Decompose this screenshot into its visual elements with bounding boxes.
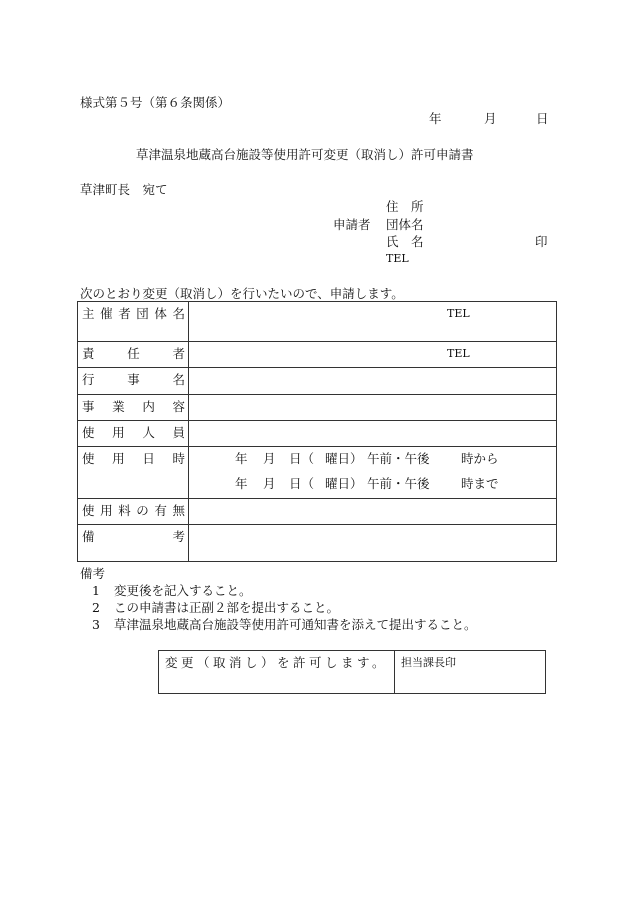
label-char: 業	[112, 399, 125, 414]
applicant-label: 申請者	[333, 217, 371, 232]
note-1-text: 変更後を記入すること。	[114, 583, 252, 598]
label-char: 者	[172, 346, 185, 361]
label-char: 任	[127, 346, 140, 361]
fee-label-cell	[78, 499, 189, 525]
date-month: 月	[484, 111, 497, 126]
section-chief-seal-label: 担当課長印	[395, 651, 546, 694]
responsible-label	[82, 348, 185, 361]
to-day: 日（	[289, 476, 315, 491]
remarks-label-cell	[78, 525, 189, 562]
table-row-fee	[78, 499, 557, 525]
label-char: 人	[142, 425, 155, 440]
label-char: 体	[154, 306, 167, 321]
label-char: 考	[172, 529, 185, 544]
from-ampm: 午前・午後	[367, 451, 430, 466]
from-month: 月	[263, 451, 276, 466]
note-1-number: 1	[92, 583, 100, 598]
table-row-organizer	[78, 302, 557, 342]
form-number: 様式第５号（第６条関係）	[80, 95, 231, 110]
label-char: 時	[172, 451, 185, 466]
label-char: 事	[82, 399, 95, 414]
label-char: 用	[100, 503, 113, 518]
note-3-number: 3	[92, 617, 100, 632]
table-row-event	[78, 368, 557, 395]
label-char: の	[136, 503, 149, 518]
datetime-label	[82, 453, 185, 466]
label-char: 使	[82, 425, 95, 440]
organizer-tel-label: TEL	[447, 307, 470, 320]
content-label	[82, 401, 185, 414]
address-label: 住 所	[386, 199, 424, 214]
to-month: 月	[263, 476, 276, 491]
label-char: 用	[112, 425, 125, 440]
intro-text: 次のとおり変更（取消し）を行いたいので、申請します。	[80, 286, 404, 301]
organizer-label	[82, 308, 185, 321]
note-2-text: この申請書は正副２部を提出すること。	[114, 600, 340, 615]
responsible-field[interactable]	[189, 342, 557, 368]
organization-label: 団体名	[386, 217, 424, 232]
label-char: 料	[118, 503, 131, 518]
to-ampm: 午前・午後	[367, 476, 430, 491]
label-char: 責	[82, 346, 95, 361]
event-field[interactable]	[189, 368, 557, 395]
note-3-text: 草津温泉地蔵高台施設等使用許可通知書を添えて提出すること。	[114, 617, 477, 632]
datetime-label-cell	[78, 447, 189, 499]
applicant-tel-label: TEL	[386, 252, 409, 265]
label-char: 日	[142, 451, 155, 466]
table-row-content	[78, 395, 557, 421]
remarks-label	[82, 531, 185, 544]
to-year: 年	[235, 476, 248, 491]
label-char: 名	[172, 306, 185, 321]
from-weekday: 曜日）	[325, 451, 363, 466]
content-field[interactable]	[189, 395, 557, 421]
label-char: 名	[172, 372, 185, 387]
notes-heading: 備考	[80, 566, 106, 581]
label-char: 事	[127, 372, 140, 387]
to-time: 時まで	[461, 476, 499, 491]
from-time: 時から	[461, 451, 499, 466]
event-label-cell	[78, 368, 189, 395]
label-char: 使	[82, 451, 95, 466]
application-table	[77, 301, 557, 562]
document-title: 草津温泉地蔵高台施設等使用許可変更（取消し）許可申請書	[136, 147, 474, 162]
date-year: 年	[429, 111, 442, 126]
label-char: 用	[112, 451, 125, 466]
to-weekday: 曜日）	[325, 476, 363, 491]
organizer-label-cell	[78, 302, 189, 342]
addressee: 草津町長 宛て	[80, 182, 168, 197]
table-row-responsible	[78, 342, 557, 368]
label-char: 団	[136, 306, 149, 321]
content-label-cell	[78, 395, 189, 421]
from-day: 日（	[289, 451, 315, 466]
label-char: 行	[82, 372, 95, 387]
label-char: 容	[172, 399, 185, 414]
people-label-cell	[78, 421, 189, 447]
responsible-label-cell	[78, 342, 189, 368]
table-row-remarks	[78, 525, 557, 562]
date-day: 日	[536, 111, 549, 126]
fee-label	[82, 505, 185, 518]
table-row-people	[78, 421, 557, 447]
approval-text: 変更（取消し）を許可します。	[159, 651, 395, 694]
label-char: 備	[82, 529, 95, 544]
label-char: 内	[142, 399, 155, 414]
from-year: 年	[235, 451, 248, 466]
seal-mark: 印	[535, 234, 548, 249]
note-2-number: 2	[92, 600, 100, 615]
remarks-field[interactable]	[189, 525, 557, 562]
label-char: 使	[82, 503, 95, 518]
event-label	[82, 374, 185, 387]
label-char: 無	[172, 503, 185, 518]
label-char: 者	[118, 306, 131, 321]
label-char: 主	[82, 306, 95, 321]
approval-box	[158, 650, 546, 694]
name-label: 氏 名	[386, 234, 424, 249]
datetime-field[interactable]	[189, 447, 557, 499]
label-char: 有	[154, 503, 167, 518]
organizer-field[interactable]	[189, 302, 557, 342]
responsible-tel-label: TEL	[447, 347, 470, 360]
label-char: 員	[172, 425, 185, 440]
people-label	[82, 427, 185, 440]
people-field[interactable]	[189, 421, 557, 447]
fee-field[interactable]	[189, 499, 557, 525]
label-char: 催	[100, 306, 113, 321]
table-row-datetime	[78, 447, 557, 499]
